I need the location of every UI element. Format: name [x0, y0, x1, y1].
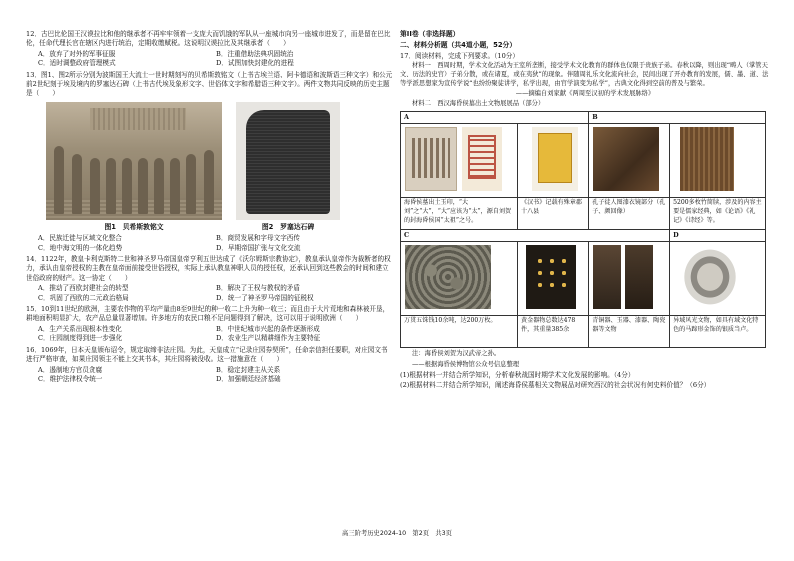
section-heading: 二、材料分析题（共4道小题，52分） — [400, 40, 517, 49]
question-stem: 16．1069年，日本天皇颁布诏令，规定取缔非法庄园。为此，天皇成立“记录庄园券契所”，任命亲信担任要职，对庄园文书进行严格审查，如果庄园领主不能上交其书本，其庄园将被没收。这一措施意在（ ） — [26, 345, 388, 364]
bronze-jade-lacquer-photo — [593, 245, 621, 309]
exhibit-c2-text: 黄金器物总数达478件，其重量385余 — [517, 316, 588, 348]
exhibit-b2-text: 5200多枚竹简牍，涉及的内容主要是儒家经典，如《论语》《礼记》《诗经》等。 — [670, 198, 766, 230]
question-stem: 12．古巴比伦国王汉谟拉比和他的继承者不再牢牢领着一支庞大而饥饿的军队从一座城市向另一座城市进发了，而是留在巴比伦，任命代理长官在辖区内进行统治，定期收缴赋税。这说明汉谟拉比及其继承者（ ） — [26, 30, 391, 48]
question-17-stem: 17．阅读材料，完成下列要求。（10分） — [400, 51, 519, 60]
behistun-inscription-photo — [46, 102, 222, 220]
exhibit-d1-text: 异域风光文物，如具有域文化特色的马蹄形金饰的银质当卢。 — [670, 316, 766, 348]
page-footer: 高三阶考历史2024-10 第2页 共3页 — [342, 530, 452, 537]
han-shu-book-photo — [532, 127, 578, 191]
option-c: C．巩固了西欧的二元政治格局 — [38, 293, 129, 302]
question-stem: 13．图1、图2所示分别为波斯国王大流士一世时期刻写的贝希斯敦铭文（上书古埃兰语、阿卡德语和波斯语三种文字）和公元前2世纪刻于埃及境内的罗塞达石碑（上书古代埃及象形文字、世俗体文字和希腊语三种文字）。两件文物共同反映的历史主题是（ ） — [26, 70, 393, 98]
material-2-title: 材料二 西汉海昏侯墓出土文物展展品（部分） — [412, 100, 545, 108]
option-d: D．农业生产以精耕细作为主要特征 — [216, 334, 321, 343]
note-source: ——根据海昏侯博物馆公众号信息整理 — [412, 360, 520, 368]
option-a: A．放弃了对外的军事征服 — [38, 49, 116, 58]
option-c: C．庄园制度得到进一步强化 — [38, 334, 123, 343]
requirement-1: (1)根据材料一并结合所学知识，分析春秋战国时期学术文化发展的影响。（4分） — [400, 370, 635, 379]
silver-horse-ornament-photo — [680, 245, 740, 309]
option-b: B．解决了王权与教权的矛盾 — [216, 284, 300, 293]
exhibit-c3-text: 青铜器、玉器、漆器、陶瓷器等文物 — [589, 316, 670, 348]
cell-label-a: A — [401, 112, 589, 124]
option-d: D．加强朝廷经济基础 — [216, 374, 281, 383]
wuzhu-coins-photo — [405, 245, 491, 309]
material-1-source: ——摘编自刘家献《两周至汉初的学术发展脉络》 — [515, 90, 655, 98]
question-stem: 14．1122年，教皇卡利克斯特二世和神圣罗马帝国皇帝亨利五世达成了《沃尔姆斯宗教协定》，教皇承认皇帝作为裁断者的权力，承认由皇帝授权的主教在皇帝面前接受世俗授权，实际上承认教皇神职人员的授任权，还承认回到这些教会的时间和建立世俗政府的财产。这一协定（ ） — [26, 255, 391, 282]
option-d: D．统一了神圣罗马帝国的征税权 — [216, 293, 314, 302]
rosetta-stone-photo — [236, 102, 340, 220]
exhibit-b1-text: 孔子徒人图漆衣镜部分（孔子、颜回像） — [589, 198, 670, 230]
option-a: A．推动了西欧封建社会的转型 — [38, 284, 129, 293]
question-13 — [26, 71, 394, 253]
right-column — [400, 30, 770, 392]
bamboo-slips-photo — [680, 127, 734, 191]
option-b: B．中世纪城市兴起的条件逐渐形成 — [216, 324, 320, 333]
jade-seal-photo — [405, 127, 457, 191]
part-2-title: 第II卷（非选择题） — [400, 30, 460, 38]
seal-print-photo — [462, 127, 502, 191]
exhibit-a2-text: 《汉书》记载有殊章郡十八县 — [517, 198, 588, 230]
option-a: A．生产关系出现根本性变化 — [38, 324, 122, 333]
gold-items-photo — [526, 245, 576, 309]
option-a: A．民族迁徙与区域文化整合 — [38, 234, 122, 243]
exhibit-table — [400, 111, 766, 348]
left-column — [26, 30, 394, 384]
question-16 — [26, 346, 394, 385]
option-b: B．稳定封建主从关系 — [216, 365, 281, 374]
cell-label-d: D — [670, 230, 766, 242]
requirement-2: (2)根据材料二并结合所学知识，阐述海昏侯墓相关文物展品对研究西汉的社会状况有何史料价值？（6分） — [400, 381, 711, 390]
exhibit-a1-text: 海昏侯墓出土玉印，“大刘”之“大”，“大”应该为“太”，源自刘贺的封海昏侯国“太祖”之号。 — [401, 198, 518, 230]
option-c: C．适时调整政府管理模式 — [38, 59, 116, 68]
confucius-mirror-screen-photo — [593, 127, 659, 191]
option-d: D．早期帝国扩张与文化交流 — [216, 243, 301, 252]
note: 注：海昏侯刘贺为汉武帝之孙。 — [412, 350, 501, 358]
cell-label-c: C — [401, 230, 670, 242]
option-d: D．试图加快封建化的进程 — [216, 59, 294, 68]
question-stem: 15．10到11世纪的欧洲，主要农作物的平均产量由8至9世纪的种一收二上升为种一收三；而且由于大片荒地和森林被开垦，耕地面积明显扩大，农产品总量显著增加。许多地方的农民口粮不足问题得到了解决，这可以用于说明欧洲（ ） — [26, 305, 390, 323]
option-c: C．地中海文明的一体化趋势 — [38, 243, 123, 252]
question-14 — [26, 255, 394, 303]
figure-2-caption: 图2 罗塞达石碑 — [261, 222, 315, 231]
figure-1-caption: 图1 贝希斯敦铭文 — [104, 222, 164, 231]
material-1: 材料一 西周时期，学术文化活动为王室所垄断，接受学术文化教育的群体也仅限于贵族子弟。春秋以降，则出现“畴人（掌管天文、历法的史官）子弟分散，或在诸夏，或在夷狄”的现象。伴随周礼乐文化流向社会，民间出现了开办教育的发展，儒、墨、道、法等学派思想家为宣传学说“也纷纷聚徒讲学，私学出现，由官学演变为私学”，古典文化得到空前的普及与繁荣。 — [400, 62, 769, 88]
option-a: A．遏制地方官员贪腐 — [38, 365, 103, 374]
option-b: B．注重借助法典巩固统治 — [216, 49, 294, 58]
question-12 — [26, 30, 394, 69]
option-c: C．维护法律权令统一 — [38, 374, 103, 383]
question-15 — [26, 305, 394, 344]
exhibit-c1-text: 万贯五铢钱10余吨，达200万枚。 — [401, 316, 518, 348]
cell-label-b: B — [589, 112, 766, 124]
option-b: B．商贸发展和字母文字西传 — [216, 234, 300, 243]
